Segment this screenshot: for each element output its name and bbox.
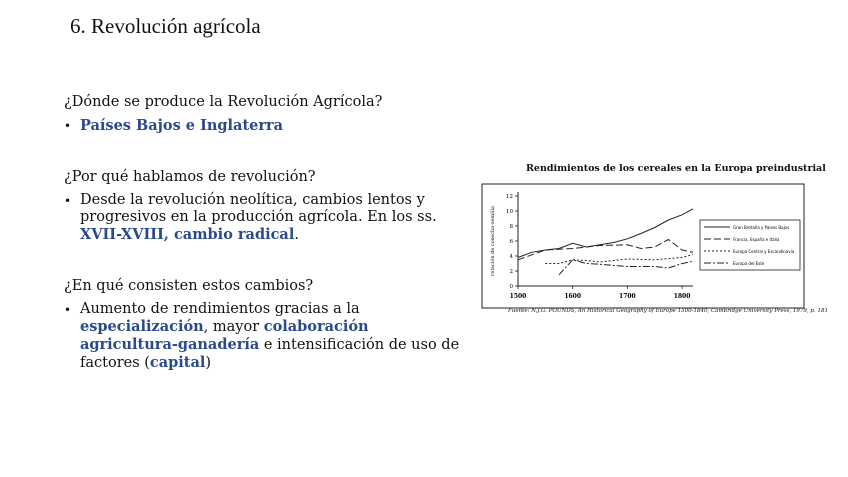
y-tick-label: 4 bbox=[509, 254, 513, 260]
bullet-text-part: e intensificación de uso de factores ( bbox=[80, 337, 460, 371]
highlight-text: Países Bajos e Inglaterra bbox=[80, 117, 284, 134]
bullet-text bbox=[80, 301, 464, 372]
question-where: ¿Dónde se produce la Revolución Agrícola? bbox=[64, 94, 383, 110]
bullet-text-part: Desde la revolución neolítica, cambios lentos y progresivos en la producción agrícola. En los ss. bbox=[80, 192, 437, 225]
bullet-text-part: , mayor bbox=[203, 319, 264, 335]
y-tick-label: 10 bbox=[506, 209, 513, 215]
bullet-text bbox=[80, 117, 464, 135]
bullet-why bbox=[64, 192, 464, 244]
y-tick-label: 0 bbox=[509, 284, 513, 290]
series-line-3 bbox=[545, 255, 693, 264]
y-axis-label: relación de cosecha-semilla bbox=[490, 206, 496, 276]
highlight-text: XVII-XVIII, cambio radical bbox=[80, 226, 295, 243]
bullet-what bbox=[64, 301, 464, 372]
x-tick-label: 1500 bbox=[509, 293, 527, 300]
y-tick-label: 2 bbox=[509, 269, 513, 275]
question-why: ¿Por qué hablamos de revolución? bbox=[64, 169, 316, 185]
section-where bbox=[64, 94, 464, 135]
chart-title: Rendimientos de los cereales en la Europa preindustrial bbox=[526, 163, 826, 174]
series-line-4 bbox=[559, 260, 693, 275]
question-what: ¿En qué consisten estos cambios? bbox=[64, 278, 314, 294]
series-line-2 bbox=[518, 240, 693, 260]
highlight-text: especialización bbox=[80, 318, 204, 335]
bullet-icon: • bbox=[64, 119, 72, 133]
bullet-icon: • bbox=[64, 194, 72, 208]
bullet-text bbox=[80, 192, 464, 244]
chart-svg bbox=[478, 160, 808, 310]
section-why bbox=[64, 169, 464, 244]
bullet-icon: • bbox=[64, 303, 72, 317]
x-tick-label: 1600 bbox=[564, 293, 582, 300]
y-tick-label: 12 bbox=[506, 194, 513, 200]
bullet-text-part: . bbox=[294, 227, 299, 243]
bullet-text-part: Aumento de rendimientos gracias a la bbox=[80, 301, 360, 317]
section-what bbox=[64, 278, 464, 372]
bullet-text-part: ) bbox=[205, 355, 212, 371]
yield-chart bbox=[478, 160, 828, 320]
series-line-1 bbox=[518, 209, 693, 258]
legend-label: Gran Bretaña y Países Bajos bbox=[733, 224, 790, 230]
legend-label: Francia, España e Italia bbox=[733, 236, 780, 242]
highlight-text: capital bbox=[149, 354, 206, 371]
highlight-text: colaboración agricultura-ganadería bbox=[80, 318, 369, 353]
y-tick-label: 6 bbox=[509, 239, 513, 245]
x-tick-label: 1800 bbox=[673, 293, 691, 300]
slide-content bbox=[64, 94, 464, 372]
x-tick-label: 1700 bbox=[619, 293, 636, 300]
legend-label: Europa del Este bbox=[733, 260, 765, 266]
y-tick-label: 8 bbox=[509, 224, 513, 230]
chart-source: Fuente: N.J.G. POUNDS, An Historical Geography of Europe 1500-1840, Cambridge University Press, 1979, p. 181 bbox=[508, 308, 828, 314]
legend-label: Europa Central y Escandinavia bbox=[733, 248, 795, 254]
slide-title: 6. Revolución agrícola bbox=[70, 14, 261, 38]
bullet-where bbox=[64, 117, 464, 135]
